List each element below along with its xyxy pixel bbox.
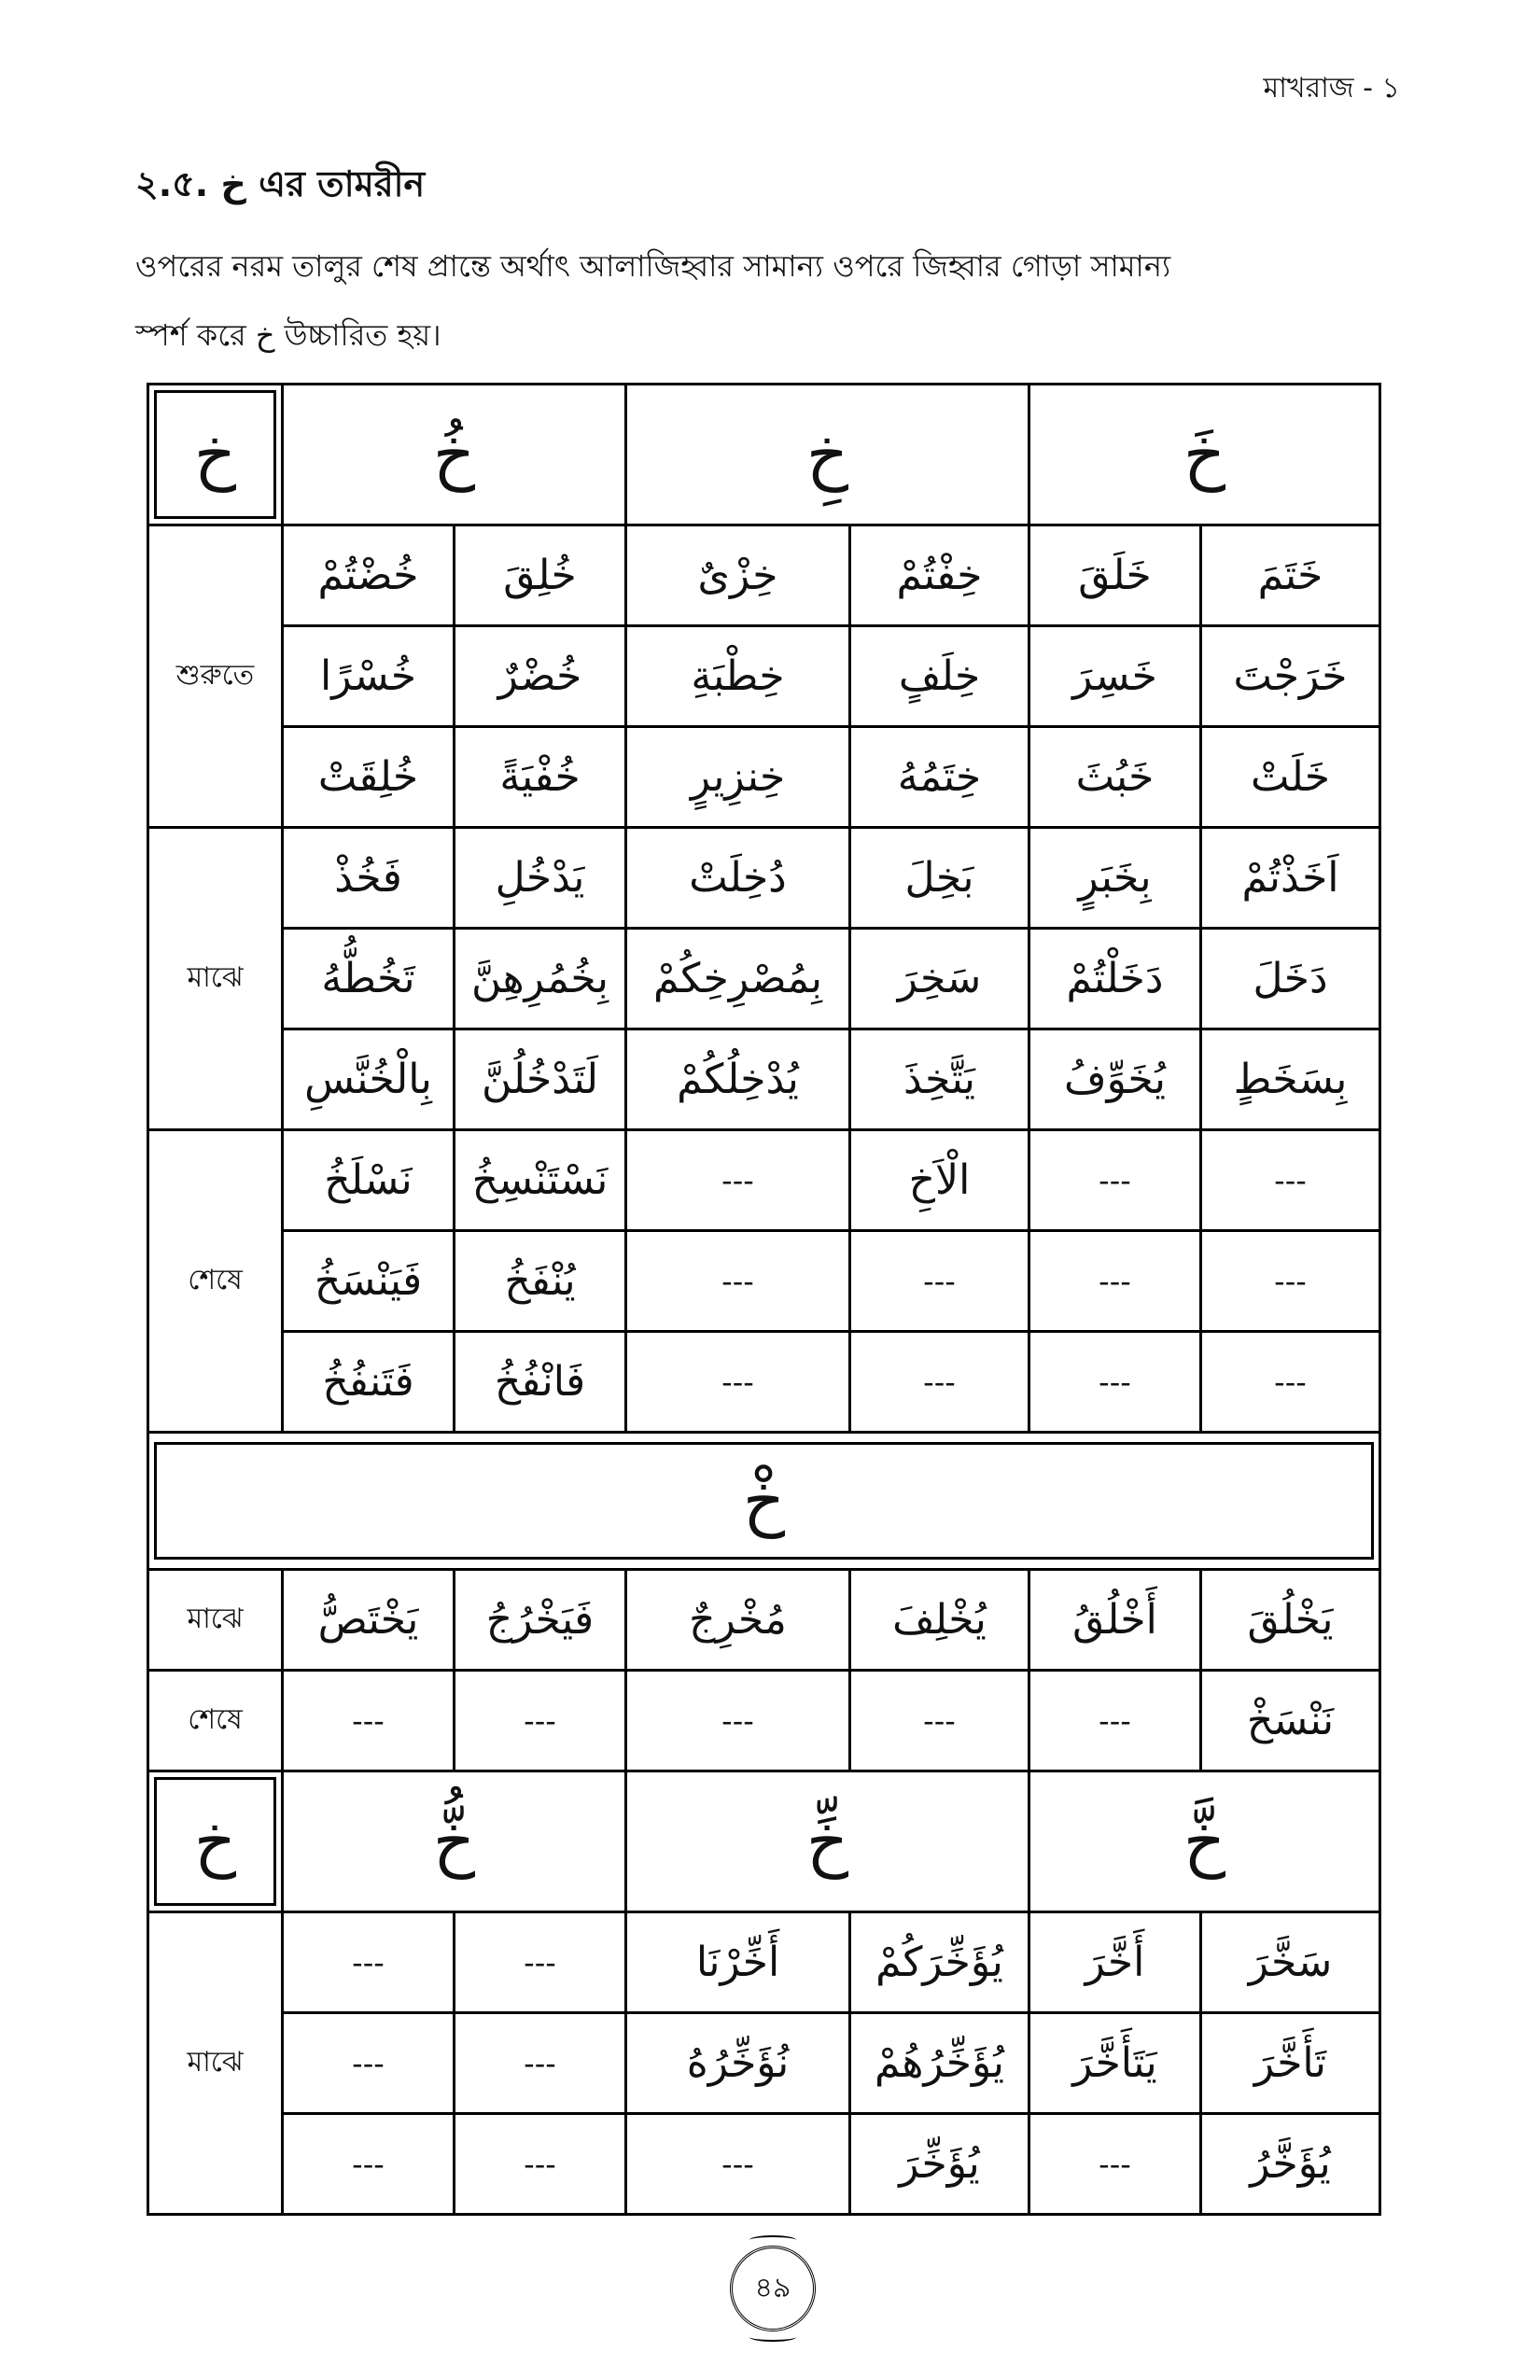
word-cell: أَخَّرَ: [1029, 1912, 1201, 2013]
empty-cell: ---: [1029, 1130, 1201, 1231]
section-title: [135, 157, 425, 217]
word-cell: تَأَخَّرَ: [1201, 2013, 1380, 2114]
empty-cell: ---: [1029, 2114, 1201, 2215]
table-row: [148, 929, 1380, 1029]
word-cell: خُضْتُمْ: [283, 525, 455, 626]
position-label: মাঝে: [148, 1570, 283, 1671]
word-cell: خُفْيَةً: [455, 727, 626, 828]
table-row: [148, 1332, 1380, 1433]
word-cell: نَسْتَنْسِخُ: [455, 1130, 626, 1231]
word-cell: يُؤَخَّرُ: [1201, 2114, 1380, 2215]
header-letter-cell: [148, 1771, 283, 1912]
header-letter-cell: [148, 385, 283, 525]
word-cell: تَخُطُّهُ: [283, 929, 455, 1029]
word-cell: يُخَوِّفُ: [1029, 1029, 1201, 1130]
word-cell: خِلَفٍ: [850, 626, 1029, 727]
position-label: শেষে: [148, 1671, 283, 1771]
empty-cell: ---: [850, 1332, 1029, 1433]
empty-cell: ---: [283, 2013, 455, 2114]
word-cell: دُخِلَتْ: [626, 828, 850, 929]
word-cell: يُؤَخِّرَكُمْ: [850, 1912, 1029, 2013]
word-cell: نَنْسَخْ: [1201, 1671, 1380, 1771]
empty-cell: ---: [283, 2114, 455, 2215]
word-cell: نُؤَخِّرُهُ: [626, 2013, 850, 2114]
drill-table-body: [148, 385, 1380, 2215]
empty-cell: ---: [283, 1912, 455, 2013]
word-cell: فَتَنفُخُ: [283, 1332, 455, 1433]
empty-cell: ---: [626, 1332, 850, 1433]
word-cell: نَسْلَخُ: [283, 1130, 455, 1231]
empty-cell: ---: [455, 2013, 626, 2114]
header-fatha: خَ: [1029, 385, 1380, 525]
section-number: ২.৫.: [135, 163, 209, 204]
header-letter-cell-text: خ: [154, 1777, 276, 1906]
intro-line-2-pre: স্পর্শ করে: [135, 317, 246, 353]
word-cell: خَلَتْ: [1201, 727, 1380, 828]
word-cell: يَخْلُقَ: [1201, 1570, 1380, 1671]
sukun-band-row: [148, 1433, 1380, 1570]
empty-cell: ---: [455, 2114, 626, 2215]
word-cell: خِنزِيرٍ: [626, 727, 850, 828]
drill-table: [147, 383, 1381, 2216]
empty-cell: ---: [626, 1231, 850, 1332]
empty-cell: ---: [1029, 1671, 1201, 1771]
page-number: ৪৯: [730, 2246, 816, 2331]
empty-cell: ---: [1029, 1231, 1201, 1332]
word-cell: خَلَقَ: [1029, 525, 1201, 626]
word-cell: يَتَأَخَّرَ: [1029, 2013, 1201, 2114]
table-row: [148, 1130, 1380, 1231]
table-row: [148, 626, 1380, 727]
running-head: মাখরাজ - ১: [1263, 72, 1400, 105]
position-label: শেষে: [148, 1130, 283, 1433]
table-row: [148, 1029, 1380, 1130]
table-row: [148, 2114, 1380, 2215]
word-cell: الْاَخِ: [850, 1130, 1029, 1231]
word-cell: خُلِقَتْ: [283, 727, 455, 828]
word-cell: يُخْلِفَ: [850, 1570, 1029, 1671]
header-kasra: خِ: [626, 385, 1029, 525]
word-cell: خَبُثَ: [1029, 727, 1201, 828]
empty-cell: ---: [455, 1671, 626, 1771]
word-cell: خِتَمُهُ: [850, 727, 1029, 828]
word-cell: خَتَمَ: [1201, 525, 1380, 626]
table-row: [148, 828, 1380, 929]
table-row: [148, 525, 1380, 626]
empty-cell: ---: [455, 1912, 626, 2013]
empty-cell: ---: [626, 1671, 850, 1771]
word-cell: فَخُذْ: [283, 828, 455, 929]
word-cell: خَرَجْتَ: [1201, 626, 1380, 727]
word-cell: سَخَّرَ: [1201, 1912, 1380, 2013]
empty-cell: ---: [1201, 1231, 1380, 1332]
table-row: [148, 1912, 1380, 2013]
section-title-text: এর তামরীন: [259, 163, 426, 204]
word-cell: يَتَّخِذَ: [850, 1029, 1029, 1130]
word-cell: بِخَبَرٍ: [1029, 828, 1201, 929]
word-cell: مُخْرِجٌ: [626, 1570, 850, 1671]
word-cell: اَخَذْتُمْ: [1201, 828, 1380, 929]
table-row: [148, 1231, 1380, 1332]
word-cell: دَخَلْتُمْ: [1029, 929, 1201, 1029]
word-cell: يُؤَخِّرَ: [850, 2114, 1029, 2215]
header-row: [148, 1771, 1380, 1912]
position-label: শুরুতে: [148, 525, 283, 828]
word-cell: أَخْلُقُ: [1029, 1570, 1201, 1671]
word-cell: سَخِرَ: [850, 929, 1029, 1029]
sukun-header: [148, 1433, 1380, 1570]
word-cell: بَخِلَ: [850, 828, 1029, 929]
word-cell: خُلِقَ: [455, 525, 626, 626]
header-kasra: خِّ: [626, 1771, 1029, 1912]
empty-cell: ---: [1029, 1332, 1201, 1433]
empty-cell: ---: [1201, 1130, 1380, 1231]
intro-paragraph: [135, 231, 1405, 370]
word-cell: خِزْىٌ: [626, 525, 850, 626]
word-cell: بِمُصْرِخِكُمْ: [626, 929, 850, 1029]
word-cell: بِخُمُرِهِنَّ: [455, 929, 626, 1029]
word-cell: خِفْتُمْ: [850, 525, 1029, 626]
intro-line-1: ওপরের নরম তালুর শেষ প্রান্তে অর্থাৎ আলাজিহ্বার সামান্য ওপরে জিহ্বার গোড়া সামান্য: [135, 248, 1171, 284]
word-cell: خِطْبَةِ: [626, 626, 850, 727]
empty-cell: ---: [626, 1130, 850, 1231]
intro-line-2-post: উচ্চারিত হয়।: [284, 317, 441, 353]
header-row: [148, 385, 1380, 525]
table-row: [148, 1671, 1380, 1771]
header-damma: خُ: [283, 385, 626, 525]
word-cell: بِالْخُنَّسِ: [283, 1029, 455, 1130]
empty-cell: ---: [1201, 1332, 1380, 1433]
word-cell: دَخَلَ: [1201, 929, 1380, 1029]
empty-cell: ---: [626, 2114, 850, 2215]
word-cell: يُؤَخِّرُهُمْ: [850, 2013, 1029, 2114]
position-label: মাঝে: [148, 1912, 283, 2215]
position-label: মাঝে: [148, 828, 283, 1130]
section-letter: خ: [220, 163, 246, 204]
table-row: [148, 727, 1380, 828]
word-cell: لَتَدْخُلُنَّ: [455, 1029, 626, 1130]
word-cell: فَيَخْرُجُ: [455, 1570, 626, 1671]
word-cell: أَخِّرْنَا: [626, 1912, 850, 2013]
sukun-header-text: خْ: [154, 1442, 1374, 1560]
intro-line-2: [135, 301, 1405, 370]
intro-letter: خ: [255, 317, 275, 353]
word-cell: بِسَخَطٍ: [1201, 1029, 1380, 1130]
empty-cell: ---: [283, 1671, 455, 1771]
word-cell: فَانْفُخُ: [455, 1332, 626, 1433]
table-row: [148, 2013, 1380, 2114]
empty-cell: ---: [850, 1231, 1029, 1332]
table-row: [148, 1570, 1380, 1671]
word-cell: فَيَنْسَخُ: [283, 1231, 455, 1332]
empty-cell: ---: [850, 1671, 1029, 1771]
header-letter-cell-text: خ: [154, 390, 276, 519]
word-cell: خُسْرًا: [283, 626, 455, 727]
word-cell: خُضْرٌ: [455, 626, 626, 727]
word-cell: يَدْخُلِ: [455, 828, 626, 929]
word-cell: يُدْخِلُكُمْ: [626, 1029, 850, 1130]
header-fatha: خَّ: [1029, 1771, 1380, 1912]
word-cell: يَخْتَصُّ: [283, 1570, 455, 1671]
word-cell: يُنْفَخُ: [455, 1231, 626, 1332]
word-cell: خَسِرَ: [1029, 626, 1201, 727]
header-damma: خُّ: [283, 1771, 626, 1912]
